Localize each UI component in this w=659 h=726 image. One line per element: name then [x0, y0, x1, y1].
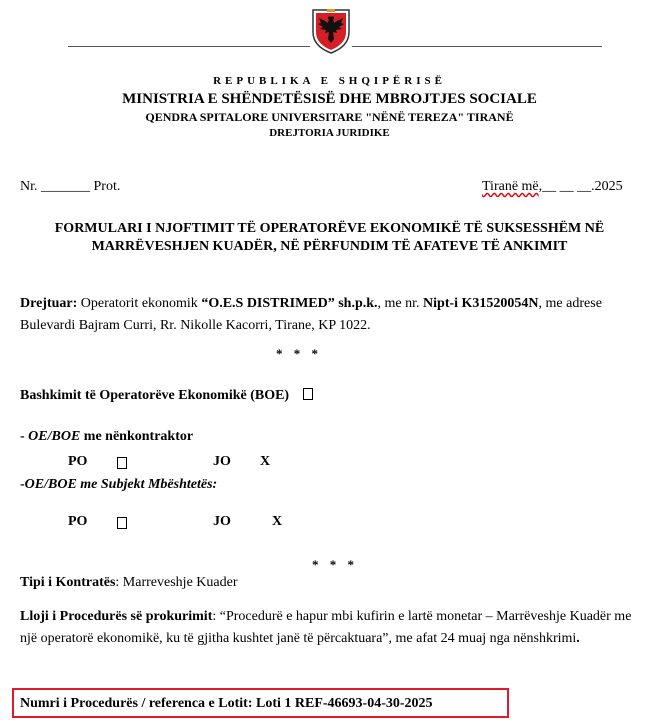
subcontractor-italic: OE/BOE — [28, 429, 81, 444]
ministry-name: MINISTRIA E SHËNDETËSISË DHE MBROJTJES SOCIALE — [122, 91, 537, 107]
addressee-address: , me adrese Bulevardi Bajram Curri, Rr. Nikolle Kacorri, Tirane, KP 1022. — [20, 296, 602, 333]
section-separator-2: * * * — [312, 557, 358, 572]
albania-emblem — [310, 6, 352, 54]
prot-label: Prot. — [93, 179, 121, 194]
subcontractor-text: me nënkontraktor — [80, 429, 194, 444]
procedure-type-end: . — [576, 631, 580, 646]
subcontractor-yes-checkbox[interactable] — [117, 457, 127, 469]
subcontractor-dash: - — [20, 429, 29, 444]
contract-type-line — [20, 575, 237, 591]
joint-operators-label: Bashkimit të Operatorëve Ekonomikë (BOE) — [20, 388, 290, 403]
place-date-line — [482, 179, 623, 195]
support-no-label: JO — [213, 514, 231, 529]
place-date-label: Tiranë më — [482, 179, 539, 194]
protocol-number-line — [20, 179, 120, 195]
department-name: DREJTORIA JURIDIKE — [269, 127, 390, 139]
joint-operators-line — [20, 388, 313, 404]
addressee-text-2: , me nr. — [377, 296, 424, 311]
form-title-line-1: FORMULARI I NJOFTIMIT TË OPERATORËVE EKONOMIKË TË SUKSESSHËM NË — [54, 221, 605, 236]
country-name: REPUBLIKA E SHQIPËRISË — [213, 75, 446, 87]
number-blank: _______ — [41, 179, 90, 194]
addressee-label: Drejtuar: — [20, 296, 78, 311]
contract-type-label: Tipi i Kontratës — [20, 575, 116, 590]
contract-type-value: : Marreveshje Kuader — [115, 575, 238, 590]
support-yes-label: PO — [68, 514, 88, 529]
procedure-type-paragraph — [20, 606, 640, 650]
procedure-type-value: : “Procedurë e hapur mbi kufirin e lartë monetar – Marrëveshje Kuadër me një operatorë ekonomikë, ku të gjitha kushtet janë të përcaktuara”, me afat 24 muaj nga nënshkrimi — [20, 609, 632, 646]
hospital-name: QENDRA SPITALORE UNIVERSITARE "NËNË TEREZA" TIRANË — [145, 110, 514, 124]
procedure-reference: Numri i Procedurës / referenca e Lotit: Loti 1 REF-46693-04-30-2025 — [20, 696, 433, 711]
joint-operators-checkbox[interactable] — [303, 388, 313, 400]
header-rule-left — [68, 46, 310, 47]
section-separator-1: * * * — [276, 346, 322, 361]
support-subject-dash: - — [20, 477, 25, 492]
addressee-paragraph — [20, 293, 640, 337]
subcontractor-yes-label: PO — [68, 454, 88, 469]
date-year: 2025 — [594, 179, 623, 194]
number-label: Nr. — [20, 179, 38, 194]
procedure-type-label: Lloji i Procedurës së prokurimit — [20, 609, 213, 624]
company-name: “O.E.S DISTRIMED” sh.p.k. — [201, 296, 378, 311]
subcontractor-line — [20, 429, 193, 445]
support-no-mark: X — [272, 514, 283, 529]
support-subject-italic: OE/BOE me Subjekt Mbështetës: — [24, 477, 218, 492]
form-title-line-2: MARRËVESHJEN KUADËR, NË PËRFUNDIM TË AFATEVE TË ANKIMIT — [91, 239, 568, 254]
addressee-text-1: Operatorit ekonomik — [77, 296, 202, 311]
subcontractor-no-mark: X — [260, 454, 271, 469]
date-blank: ,__ __ __. — [538, 179, 595, 194]
nipt-number: Nipt-i K31520054N — [423, 296, 539, 311]
support-yes-checkbox[interactable] — [117, 517, 127, 529]
subcontractor-no-label: JO — [213, 454, 231, 469]
header-rule-right — [352, 46, 602, 47]
support-subject-line — [20, 477, 217, 493]
